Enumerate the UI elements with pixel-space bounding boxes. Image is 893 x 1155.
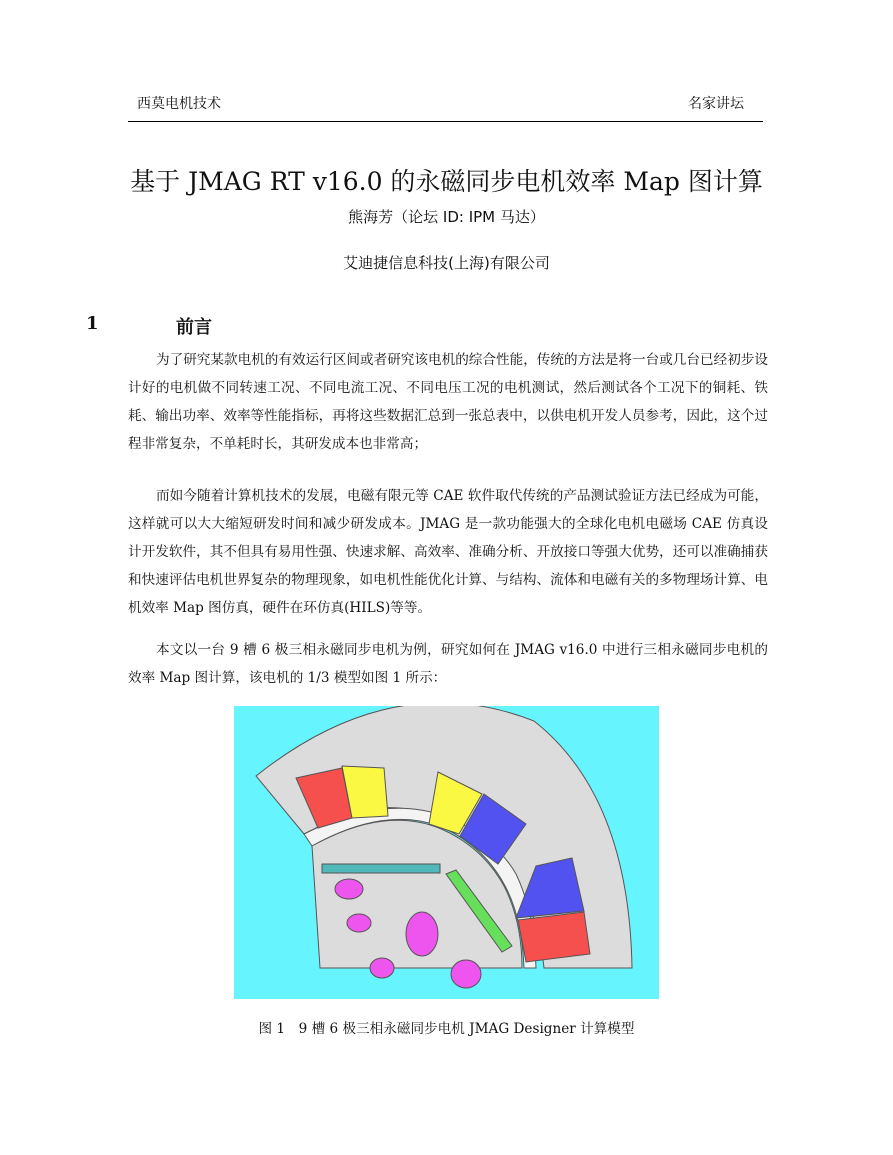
motor-model-figure	[234, 706, 659, 999]
rotor-hole-1	[335, 879, 363, 899]
section-title: 前言	[176, 317, 212, 338]
coil-red-2	[518, 912, 590, 962]
paragraph-2: 而如今随着计算机技术的发展，电磁有限元等 CAE 软件取代传统的产品测试验证方法已经成为可能，这样就可以大大缩短研发时间和减少研发成本。JMAG 是一款功能强大的全球化电机电磁场 CAE 仿真设计开发软件，其不但具有易用性强、快速求解、高效率、准确分析、开放接口等强大优势，还可以准确捕获和快速评估电机世界复杂的物理现象，如电机性能优化计算、与结构、流体和电磁有关的多物理场计算、电机效率 Map 图仿真，硬件在环仿真(HILS)等等。	[128, 488, 768, 616]
figure-caption: 图 1 9 槽 6 极三相永磁同步电机 JMAG Designer 计算模型	[258, 1021, 635, 1037]
rotor-hole-5	[370, 958, 394, 978]
rotor-hole-3	[406, 912, 438, 956]
header-left: 西莫电机技术	[137, 96, 221, 112]
paragraph-1: 为了研究某款电机的有效运行区间或者研究该电机的综合性能，传统的方法是将一台或几台已经初步设计好的电机做不同转速工况、不同电流工况、不同电压工况的电机测试，然后测试各个工况下的铜耗、铁耗、输出功率、效率等性能指标，再将这些数据汇总到一张总表中，以供电机开发人员参考，因此，这个过程非常复杂，不单耗时长，其研发成本也非常高；	[128, 352, 768, 452]
section-number: 1	[86, 313, 99, 334]
header-rule	[128, 121, 763, 122]
organization-line: 艾迪捷信息科技(上海)有限公司	[343, 254, 550, 272]
rotor-hole-4	[451, 960, 481, 988]
document-title: 基于 JMAG RT v16.0 的永磁同步电机效率 Map 图计算	[130, 167, 763, 196]
header-right: 名家讲坛	[688, 96, 744, 112]
rotor-hole-2	[347, 914, 371, 932]
paragraph-3: 本文以一台 9 槽 6 极三相永磁同步电机为例，研究如何在 JMAG v16.0 中进行三相永磁同步电机的效率 Map 图计算，该电机的 1/3 模型如图 1 所示：	[128, 642, 768, 686]
magnet-teal	[322, 864, 440, 873]
author-line: 熊海芳（论坛 ID: IPM 马达）	[348, 208, 545, 226]
